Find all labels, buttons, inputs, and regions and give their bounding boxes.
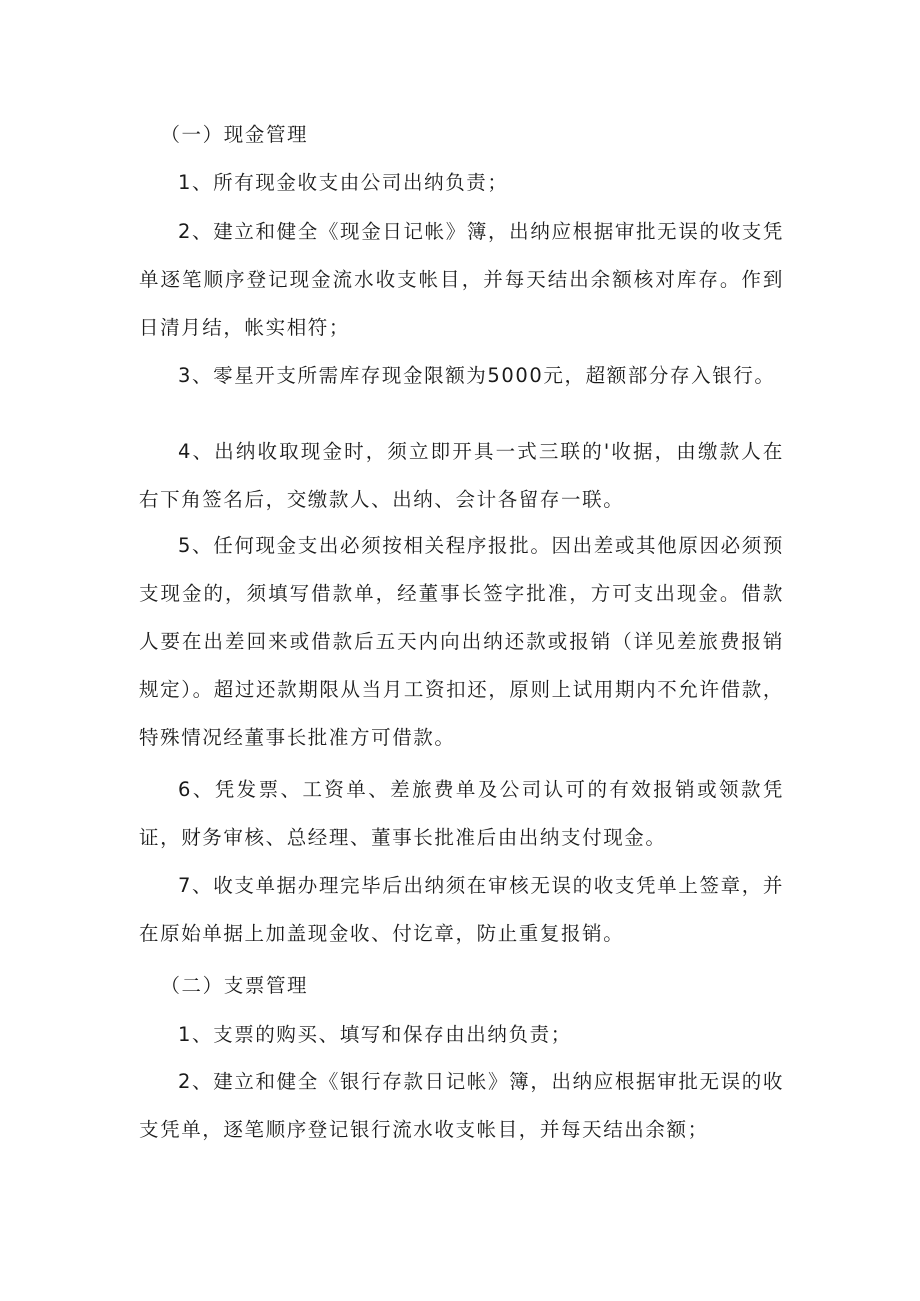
cash-item-7: 7、收支单据办理完毕后出纳须在审核无误的收支凭单上签章，并在原始单据上加盖现金收、付讫章，防止重复报销。 [139,874,784,945]
cheque-item-2: 2、建立和健全《银行存款日记帐》簿，出纳应根据审批无误的收支凭单，逐笔顺序登记银行流水收支帐目，并每天结出余额； [139,1070,784,1141]
cash-item-5: 5、任何现金支出必须按相关程序报批。因出差或其他原因必须预支现金的，须填写借款单，经董事长签字批准，方可支出现金。借款人要在出差回来或借款后五天内向出纳还款或报销（详见差旅费报销规定）。超过还款期限从当月工资扣还，原则上试用期内不允许借款，特殊情况经董事长批准方可借款。 [139,534,784,749]
cash-item-6: 6、凭发票、工资单、差旅费单及公司认可的有效报销或领款凭证，财务审核、总经理、董事长批准后由出纳支付现金。 [139,778,784,849]
cheque-item-1: 1、支票的购买、填写和保存由出纳负责； [178,1023,572,1046]
cash-item-4: 4、出纳收取现金时，须立即开具一式三联的'收据，由缴款人在右下角签名后，交缴款人、出纳、会计各留存一联。 [139,440,784,511]
section-heading-cheque: （二）支票管理 [160,974,309,997]
cash-item-3: 3、零星开支所需库存现金限额为5000元，超额部分存入银行。 [178,364,776,387]
cash-item-1: 1、所有现金收支由公司出纳负责； [178,171,509,194]
section-heading-cash: （一）现金管理 [160,123,309,146]
cash-item-2: 2、建立和健全《现金日记帐》簿，出纳应根据审批无误的收支凭单逐笔顺序登记现金流水收支帐目，并每天结出余额核对库存。作到日清月结，帐实相符； [139,220,784,339]
